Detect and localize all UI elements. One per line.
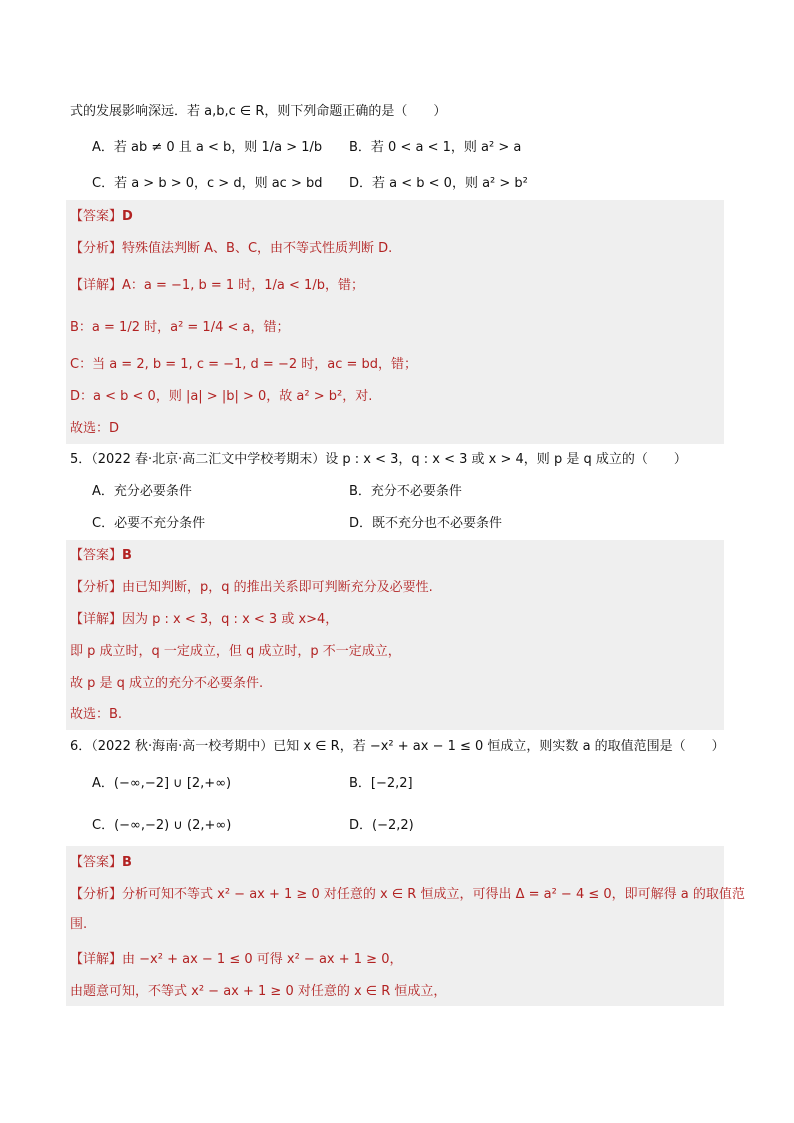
answer-tag: 【答案】 — [70, 548, 123, 563]
q6-option-b: B．[−2,2] — [349, 776, 413, 791]
q4-option-d: D．若 a < b < 0，则 a² > b² — [349, 176, 528, 191]
q4-option-b: B．若 0 < a < 1，则 a² > a — [349, 140, 522, 155]
q6-answer: B — [122, 855, 132, 870]
q5-detail-2: 即 p 成立时，q 一定成立，但 q 成立时，p 不一定成立， — [70, 644, 401, 659]
q5-answer-line — [70, 546, 132, 566]
q5-choose: 故选：B. — [70, 707, 123, 722]
analysis-tag: 【分析】 — [70, 580, 123, 595]
q6-analysis-line — [70, 885, 745, 905]
q4-answer: D — [122, 209, 133, 224]
q4-stem: 式的发展影响深远．若 a,b,c ∈ R，则下列命题正确的是（ ） — [70, 104, 447, 119]
q4-detail-c: C：当 a = 2, b = 1, c = −1, d = −2 时，ac = bd，错； — [70, 357, 418, 372]
q5-option-a: A．充分必要条件 — [92, 484, 192, 499]
q6-detail-2: 由题意可知，不等式 x² − ax + 1 ≥ 0 对任意的 x ∈ R 恒成立， — [70, 984, 447, 999]
q5-analysis-line — [70, 578, 433, 598]
q6-option-d: D．(−2,2) — [349, 818, 414, 833]
q6-answer-line — [70, 853, 132, 873]
q4-answer-line — [70, 207, 133, 227]
q6-option-c: C．(−∞,−2) ∪ (2,+∞) — [92, 818, 232, 833]
q4-detail-b: B：a = 1/2 时，a² = 1/4 < a，错； — [70, 320, 290, 335]
q4-option-c: C．若 a > b > 0，c > d，则 ac > bd — [92, 176, 323, 191]
analysis-tag: 【分析】 — [70, 241, 123, 256]
q5-option-d: D．既不充分也不必要条件 — [349, 516, 503, 531]
q6-stem: 6．（2022 秋·海南·高一校考期中）已知 x ∈ R，若 −x² + ax − 1 ≤ 0 恒成立，则实数 a 的取值范围是（ ） — [70, 739, 725, 754]
q4-detail-a: 【详解】A：a = −1, b = 1 时，1/a < 1/b，错； — [70, 278, 364, 293]
detail-tag: 【详解】 — [70, 612, 123, 627]
q4-choose: 故选：D — [70, 421, 120, 436]
q5-detail-3: 故 p 是 q 成立的充分不必要条件. — [70, 676, 264, 691]
q6-option-a: A．(−∞,−2] ∪ [2,+∞) — [92, 776, 232, 791]
q5-stem: 5．（2022 春·北京·高二汇文中学校考期末）设 p : x < 3，q : x < 3 或 x > 4，则 p 是 q 成立的（ ） — [70, 452, 687, 467]
q4-analysis-line — [70, 239, 392, 259]
answer-tag: 【答案】 — [70, 855, 123, 870]
q5-solution-box — [66, 540, 724, 730]
q4-analysis: 特殊值法判断 A、B、C，由不等式性质判断 D. — [122, 241, 393, 256]
detail-tag: 【详解】 — [70, 278, 123, 293]
q5-analysis: 由已知判断，p，q 的推出关系即可判断充分及必要性. — [122, 580, 433, 595]
q5-detail-1: 【详解】因为 p : x < 3，q : x < 3 或 x>4， — [70, 612, 339, 627]
q5-answer: B — [122, 548, 132, 563]
q4-option-a: A．若 ab ≠ 0 且 a < b，则 1/a > 1/b — [92, 140, 323, 155]
q5-option-c: C．必要不充分条件 — [92, 516, 206, 531]
detail-tag: 【详解】 — [70, 952, 123, 967]
q6-detail-1: 【详解】由 −x² + ax − 1 ≤ 0 可得 x² − ax + 1 ≥ 0， — [70, 952, 403, 967]
q6-analysis-cont: 围. — [70, 917, 88, 932]
q6-analysis: 分析可知不等式 x² − ax + 1 ≥ 0 对任意的 x ∈ R 恒成立，可得出 Δ = a² − 4 ≤ 0，即可解得 a 的取值范 — [122, 887, 745, 902]
answer-tag: 【答案】 — [70, 209, 123, 224]
q4-detail-d: D：a < b < 0，则 |a| > |b| > 0，故 a² > b²，对. — [70, 389, 373, 404]
analysis-tag: 【分析】 — [70, 887, 123, 902]
q5-option-b: B．充分不必要条件 — [349, 484, 462, 499]
